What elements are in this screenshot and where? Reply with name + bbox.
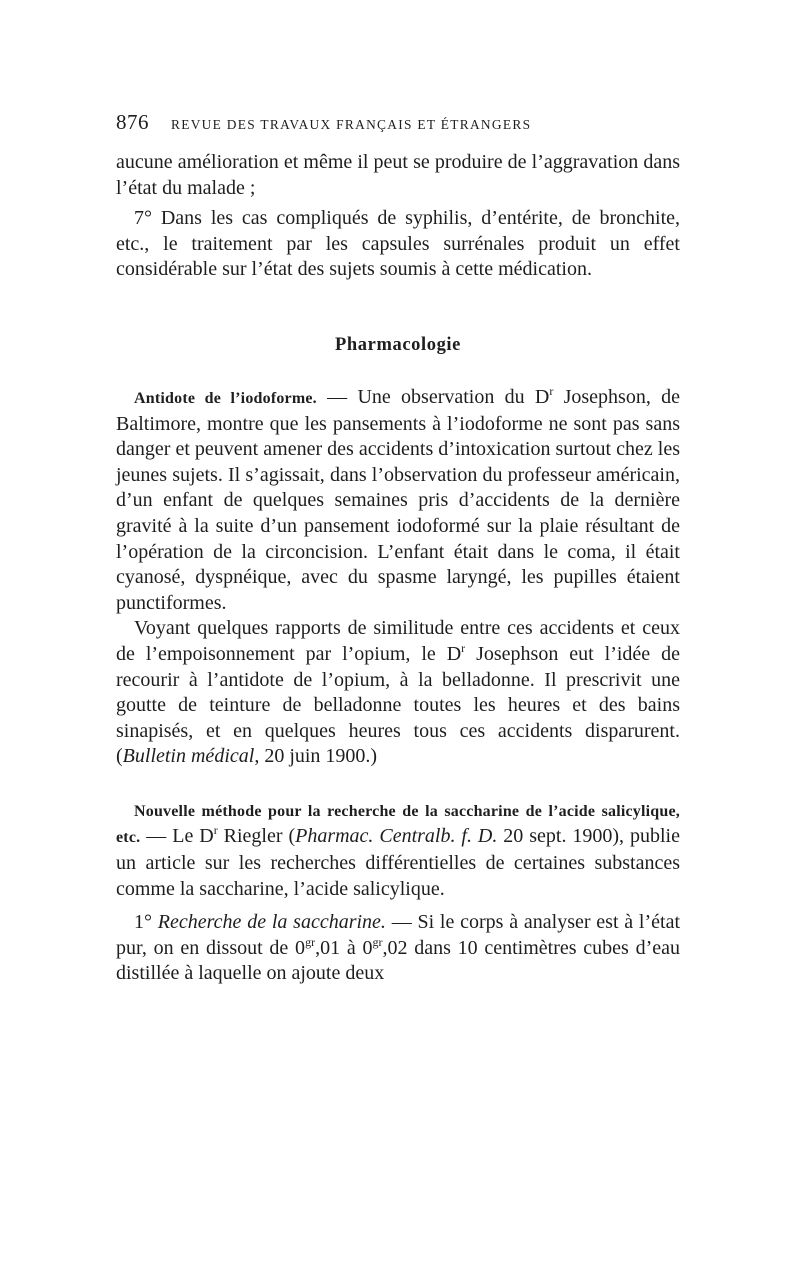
paragraph-nouvelle-methode: [116, 798, 680, 902]
section-title: Pharmacologie: [335, 334, 461, 355]
recherche-number: 1°: [134, 911, 158, 934]
unit-gram-2: gr: [372, 934, 383, 949]
paragraph-antidote: [116, 385, 680, 616]
antidote-text-a: — Une observation du D: [327, 385, 550, 408]
document-page: [116, 110, 680, 987]
nouvelle-text-b: Riegler (: [217, 825, 296, 848]
antidote-text-b: Josephson, de Baltimore, montre que les pansements à l’iodoforme ne sont pas sans danger et peuvent amener des accidents d’intoxication surtout chez les jeunes sujets. Il s’agissait, dans l’observation du professeur américain, d’un enfant de quelques semaines pris d’accidents de la dernière gravité à la suite d’un pansement iodoformé sur la plaie résultant de l’opération de la circoncision. L’enfant était dans le coma, il était cyanosé, dyspnéique, avec du spasme laryngé, les pupilles étaient punctiformes.: [116, 385, 680, 614]
unit-gram-1: gr: [305, 934, 316, 949]
paragraph-continuation: aucune amélioration et même il peut se produire de l’aggravation dans l’état du malade ;: [116, 151, 680, 199]
spacer: [116, 770, 680, 798]
nouvelle-text-a: — Le D: [140, 825, 214, 848]
voyant-text-c: , 20 juin 1900.): [254, 745, 378, 768]
paragraph-item-7: 7° Dans les cas compliqués de syphilis, d’entérite, de bronchite, etc., le traitement par les capsules surrénales produit un effet considérable sur l’état des sujets soumis à cette médication.: [116, 207, 680, 281]
spacer: [116, 902, 680, 910]
recherche-text-c: ,02 dans 10 centimètres cubes d’eau distillée à laquelle on ajoute deux: [116, 936, 680, 985]
paragraph-recherche-saccharine: [116, 910, 680, 987]
article-title-antidote: Antidote de l’iodoforme.: [134, 389, 317, 407]
nouvelle-citation: Pharmac. Centralb. f. D.: [295, 825, 498, 848]
recherche-text-a: — Si le corps à analyser est à l’état pur, on en dissout de 0: [116, 911, 681, 959]
voyant-text-a: Voyant quelques rapports de similitude entre ces accidents et ceux de l’empoisonnement par l’opium, le D: [116, 617, 680, 665]
paragraph-voyant: [116, 616, 680, 770]
recherche-title: Recherche de la saccharine.: [157, 911, 386, 934]
voyant-sup: r: [461, 640, 466, 655]
voyant-citation: Bulletin médical: [122, 745, 255, 768]
running-title: REVUE DES TRAVAUX FRANÇAIS ET ÉTRANGERS: [171, 117, 532, 132]
nouvelle-sup: r: [213, 823, 218, 838]
recherche-text-b: ,01 à 0: [315, 936, 373, 959]
running-head: [116, 110, 680, 150]
page-number: 876: [116, 110, 149, 134]
antidote-sup: r: [549, 383, 554, 398]
voyant-text-b: Josephson eut l’idée de recourir à l’antidote de l’opium, à la belladonne. Il prescrivit une goutte de teinture de belladonne toutes les heures et des bains sinapisés, et en quelques heures tous ces accidents disparurent. (: [116, 642, 680, 768]
nouvelle-text-c: 20 sept. 1900), publie un article sur les recherches différentielles de certaines substances comme la saccharine, l’acide salicylique.: [116, 825, 680, 900]
article-title-nouvelle-methode: Nouvelle méthode pour la recherche de la saccharine de l’acide salicylique, etc.: [116, 802, 680, 847]
